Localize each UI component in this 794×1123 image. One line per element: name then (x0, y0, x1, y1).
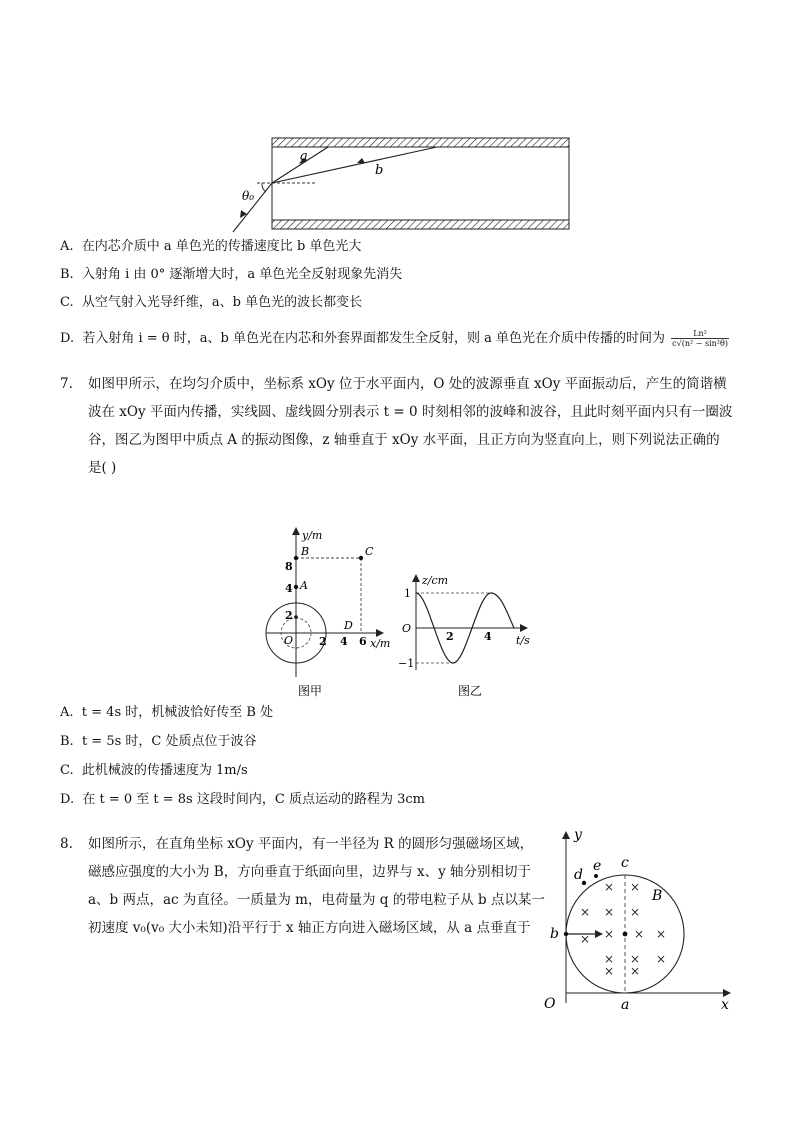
svg-text:−1: −1 (398, 657, 415, 670)
svg-text:×: × (634, 927, 645, 941)
svg-text:x/m: x/m (370, 637, 391, 650)
q8-number: 8. (60, 836, 73, 852)
svg-text:4: 4 (484, 630, 492, 643)
q7-option-b: B. t = 5s 时，C 处质点位于波谷 (60, 734, 257, 749)
svg-text:A: A (300, 579, 308, 592)
svg-text:t/s: t/s (516, 634, 530, 647)
ray-b (272, 147, 437, 183)
svg-text:a: a (621, 997, 630, 1010)
q7-line-1: 如图甲所示，在均匀介质中，坐标系 xOy 位于水平面内，O 处的波源垂直 xOy 平面振动后，产生的简谐横 (88, 376, 727, 392)
point-a (294, 585, 298, 589)
svg-text:×: × (580, 932, 591, 946)
svg-text:O: O (402, 622, 412, 635)
optical-fiber-figure (225, 128, 570, 240)
svg-text:z/cm: z/cm (422, 574, 449, 587)
label-b: b (375, 163, 384, 178)
svg-text:B: B (652, 888, 663, 904)
svg-text:4: 4 (285, 582, 293, 595)
svg-text:图乙: 图乙 (458, 684, 483, 698)
svg-text:c: c (621, 855, 629, 871)
svg-text:×: × (630, 880, 641, 894)
q6-option-c: C. 从空气射入光导纤维，a、b 单色光的波长都变长 (60, 295, 363, 310)
svg-text:×: × (630, 964, 641, 978)
q8-line-1: 如图所示，在直角坐标 xOy 平面内，有一半径为 R 的圆形匀强磁场区域， (88, 836, 534, 852)
svg-text:O: O (284, 634, 294, 647)
svg-text:×: × (630, 952, 641, 966)
svg-text:8: 8 (285, 560, 293, 573)
svg-text:2: 2 (319, 635, 327, 648)
point-b (294, 556, 298, 560)
q8-line-2: 磁感应强度的大小为 B，方向垂直于纸面向里，边界与 x、y 轴分别相切于 (88, 864, 532, 880)
svg-text:图甲: 图甲 (298, 684, 323, 698)
q8-line-3: a、b 两点，ac 为直径。一质量为 m，电荷量为 q 的带电粒子从 b 点以某一 (88, 892, 545, 908)
svg-text:e: e (593, 858, 602, 874)
svg-text:×: × (656, 952, 667, 966)
svg-text:d: d (574, 867, 583, 883)
figure-yi (398, 570, 538, 700)
q6-option-a: A. 在内芯介质中 a 单色光的传播速度比 b 单色光大 (60, 239, 362, 254)
svg-text:×: × (604, 952, 615, 966)
svg-text:×: × (604, 880, 615, 894)
svg-text:2: 2 (285, 609, 293, 622)
svg-text:D: D (344, 619, 353, 632)
svg-text:B: B (301, 545, 310, 558)
svg-text:×: × (656, 927, 667, 941)
q7-option-a: A. t = 4s 时，机械波恰好传至 B 处 (60, 705, 274, 720)
svg-text:1: 1 (404, 587, 411, 600)
q7-option-d: D. 在 t = 0 至 t = 8s 这段时间内，C 质点运动的路程为 3cm (60, 792, 425, 807)
q6-option-d: D. 若入射角 i = θ 时，a、b 单色光在内芯和外套界面都发生全反射，则 a 单色光在介质中传播的时间为 $\frac{\text{Ln²}}{\text{c√(n² − sin²θ)}}$ (60, 329, 728, 348)
svg-text:×: × (580, 905, 591, 919)
label-theta: θ₀ (242, 189, 255, 203)
svg-text:y/m: y/m (302, 529, 323, 542)
q8-line-4: 初速度 v₀(v₀ 大小未知)沿平行于 x 轴正方向进入磁场区域，从 a 点垂直于 (88, 920, 531, 936)
svg-text:x: x (721, 997, 729, 1010)
svg-text:2: 2 (446, 630, 454, 643)
svg-text:O: O (544, 996, 556, 1010)
q6-option-b: B. 入射角 i 由 0° 逐渐增大时，a 单色光全反射现象先消失 (60, 267, 403, 282)
svg-text:×: × (630, 905, 641, 919)
figure-jia (258, 525, 398, 700)
svg-text:C: C (365, 545, 374, 558)
svg-text:×: × (604, 927, 615, 941)
svg-text:b: b (550, 926, 559, 942)
svg-text:4: 4 (340, 635, 348, 648)
q7-number: 7. (60, 376, 73, 392)
svg-text:×: × (604, 905, 615, 919)
q7-line-3: 谷，图乙为图甲中质点 A 的振动图像，z 轴垂直于 xOy 水平面，且正方向为竖直向上，则下列说法正确的 (88, 432, 720, 448)
fiber-top-cladding (272, 138, 569, 147)
q7-option-c: C. 此机械波的传播速度为 1m/s (60, 763, 248, 778)
fiber-bottom-cladding (272, 220, 569, 229)
svg-text:6: 6 (359, 635, 367, 648)
magnetic-field-figure (538, 825, 738, 1010)
svg-text:×: × (604, 964, 615, 978)
point-c (359, 556, 363, 560)
svg-text:y: y (574, 827, 582, 843)
label-a: a (300, 149, 308, 164)
time-formula: $\frac{\text{Ln²}}{\text{c√(n² − sin²θ)}}$ (672, 329, 728, 348)
q7-line-2: 波在 xOy 平面内传播，实线圆、虚线圆分别表示 t = 0 时刻相邻的波峰和波谷，且此时刻平面内只有一圈波 (88, 404, 733, 420)
q7-line-4: 是( ) (88, 460, 117, 476)
